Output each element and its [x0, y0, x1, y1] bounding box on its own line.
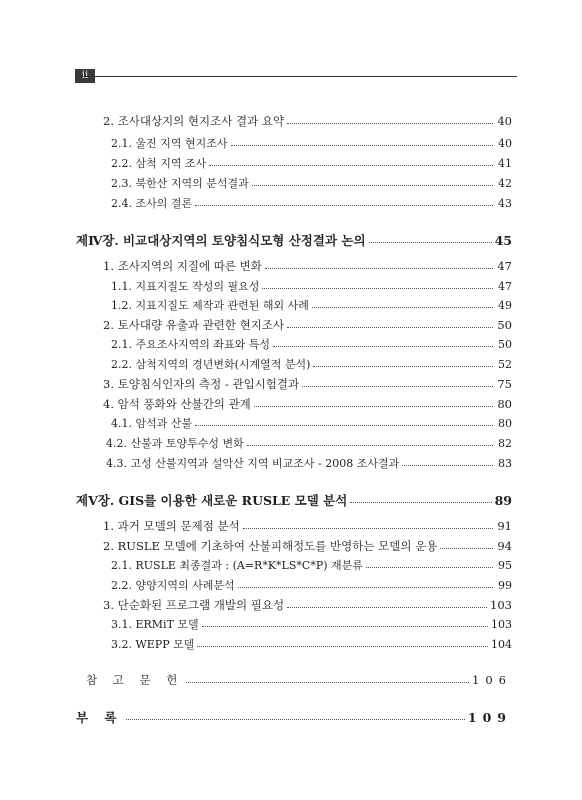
toc-entry-page: 94: [497, 539, 512, 553]
dot-leader: [247, 445, 493, 446]
toc-entry-title: 2.1. 주요조사지역의 좌표와 특성: [111, 338, 270, 351]
toc-entry-page: 42: [498, 177, 512, 190]
toc-entry-page: 40: [498, 137, 512, 150]
toc-entry-title: 3. 토양침식인자의 측정 - 관입시험결과: [103, 377, 300, 391]
toc-entry-title: 참 고 문 헌: [86, 673, 184, 687]
toc-entry: [103, 113, 512, 129]
toc-entry: [111, 195, 512, 211]
toc-entry-title: 1. 과거 모델의 문제점 분석: [103, 519, 240, 533]
toc-entry: [106, 435, 512, 451]
dot-leader: [126, 719, 465, 720]
toc-entry: [103, 376, 512, 392]
toc-entry: [111, 616, 512, 632]
dot-leader: [195, 205, 493, 206]
toc-entry-title: 제Ⅴ장. GIS를 이용한 새로운 RUSLE 모델 분석: [76, 493, 348, 508]
toc-entry-page: 109: [467, 710, 512, 725]
dot-leader: [195, 425, 493, 426]
dot-leader: [313, 366, 493, 367]
header-rule: [75, 76, 517, 77]
toc-entry-title: 2.4. 조사의 결론: [111, 197, 193, 210]
dot-leader: [243, 528, 493, 529]
toc-entry-page: 47: [498, 280, 512, 293]
toc-entry-page: 40: [497, 114, 512, 128]
toc-entry-page: 103: [490, 598, 512, 612]
toc-entry-title: 2.2. 삼척지역의 경년변화(시계열적 분석): [111, 358, 311, 371]
toc-entry: [103, 258, 512, 274]
toc-entry-title: 부 록: [76, 710, 123, 725]
toc-entry-page: 80: [497, 397, 512, 411]
dot-leader: [231, 145, 494, 146]
toc-entry-page: 50: [498, 338, 512, 351]
toc-entry-title: 4.3. 고성 산불지역과 설악산 지역 비교조사 - 2008 조사결과: [106, 457, 400, 470]
dot-leader: [265, 268, 493, 269]
dot-leader: [302, 386, 493, 387]
toc-entry: [76, 491, 512, 509]
dot-leader: [440, 548, 493, 549]
toc-entry: [111, 155, 512, 171]
toc-entry: [111, 577, 512, 593]
toc-entry: [111, 175, 512, 191]
toc-entry-page: 89: [494, 493, 512, 508]
toc-entry-page: 41: [498, 157, 512, 170]
toc-entry-title: 2. RUSLE 모델에 기초하여 산불피해정도를 반영하는 모델의 운용: [103, 539, 438, 553]
toc-entry: [86, 672, 512, 688]
dot-leader: [238, 587, 493, 588]
dot-leader: [287, 123, 493, 124]
toc-entry-page: 50: [497, 318, 512, 332]
toc-entry-page: 95: [498, 559, 512, 572]
toc-entry-page: 80: [498, 417, 512, 430]
toc-entry: [103, 518, 512, 534]
dot-leader: [369, 242, 492, 243]
toc-entry-page: 91: [497, 519, 512, 533]
toc-entry: [111, 415, 512, 431]
toc-entry: [76, 231, 512, 249]
toc-entry-page: 106: [472, 673, 512, 687]
toc-entry-page: 43: [498, 197, 512, 210]
dot-leader: [262, 288, 493, 289]
dot-leader: [402, 465, 493, 466]
toc-entry: [111, 297, 512, 313]
toc-entry-page: 75: [497, 377, 512, 391]
toc-entry: [111, 135, 512, 151]
toc-entry-title: 2.1. 울진 지역 현지조사: [111, 137, 228, 150]
dot-leader: [202, 626, 488, 627]
toc-entry: [111, 636, 512, 652]
toc-entry: [111, 336, 512, 352]
toc-entry-title: 제Ⅳ장. 비교대상지역의 토양침식모형 산정결과 논의: [76, 233, 366, 248]
dot-leader: [197, 646, 488, 647]
toc-entry-title: 2. 토사대량 유출과 관련한 현지조사: [103, 318, 285, 332]
toc-entry: [103, 538, 512, 554]
toc-entry-title: 3.1. ERMiT 모델: [111, 618, 199, 631]
dot-leader: [366, 567, 493, 568]
toc-entry-page: 103: [491, 618, 512, 631]
toc-entry: [111, 557, 512, 573]
toc-entry: [106, 455, 512, 471]
toc-entry-title: 4.2. 산불과 토양투수성 변화: [106, 437, 244, 450]
toc-entry: [103, 597, 512, 613]
dot-leader: [312, 307, 493, 308]
toc-entry-title: 1.2. 지표지질도 제작과 관련된 해외 사례: [111, 299, 309, 312]
dot-leader: [186, 682, 469, 683]
toc-entry-page: 47: [497, 259, 512, 273]
toc-entry: [111, 356, 512, 372]
toc-entry-page: 82: [498, 437, 512, 450]
toc-entry: [103, 396, 512, 412]
toc-entry-title: 4. 암석 풍화와 산불간의 관계: [103, 397, 251, 411]
dot-leader: [287, 327, 493, 328]
toc-entry-page: 45: [494, 233, 512, 248]
toc-entry-page: 99: [498, 579, 512, 592]
toc-entry-title: 3.2. WEPP 모델: [111, 638, 195, 651]
toc-entry-title: 2.1. RUSLE 최종결과 : (A=R*K*LS*C*P) 재분류: [111, 559, 363, 572]
toc-entry-title: 1. 조사지역의 지질에 따른 변화: [103, 259, 262, 273]
dot-leader: [252, 185, 493, 186]
toc-entry: [111, 278, 512, 294]
toc-entry-title: 2.2. 양양지역의 사례분석: [111, 579, 235, 592]
toc-entry: [103, 317, 512, 333]
toc-entry-page: 52: [498, 358, 512, 371]
toc-entry-title: 3. 단순화된 프로그램 개발의 필요성: [103, 598, 285, 612]
toc-entry-page: 49: [498, 299, 512, 312]
toc-entry-title: 2.3. 북한산 지역의 분석결과: [111, 177, 249, 190]
toc-entry-title: 1.1. 지표지질도 작성의 필요성: [111, 280, 260, 293]
toc-entry-title: 2.2. 삼척 지역 조사: [111, 157, 207, 170]
toc-entry-title: 4.1. 암석과 산불: [111, 417, 193, 430]
toc-entry-page: 83: [498, 457, 512, 470]
dot-leader: [273, 346, 493, 347]
dot-leader: [350, 502, 491, 503]
dot-leader: [254, 406, 493, 407]
dot-leader: [209, 165, 493, 166]
toc-entry-page: 104: [491, 638, 512, 651]
toc-entry: [76, 708, 512, 726]
toc-entry-title: 2. 조사대상지의 현지조사 결과 요약: [103, 114, 285, 128]
dot-leader: [287, 607, 487, 608]
